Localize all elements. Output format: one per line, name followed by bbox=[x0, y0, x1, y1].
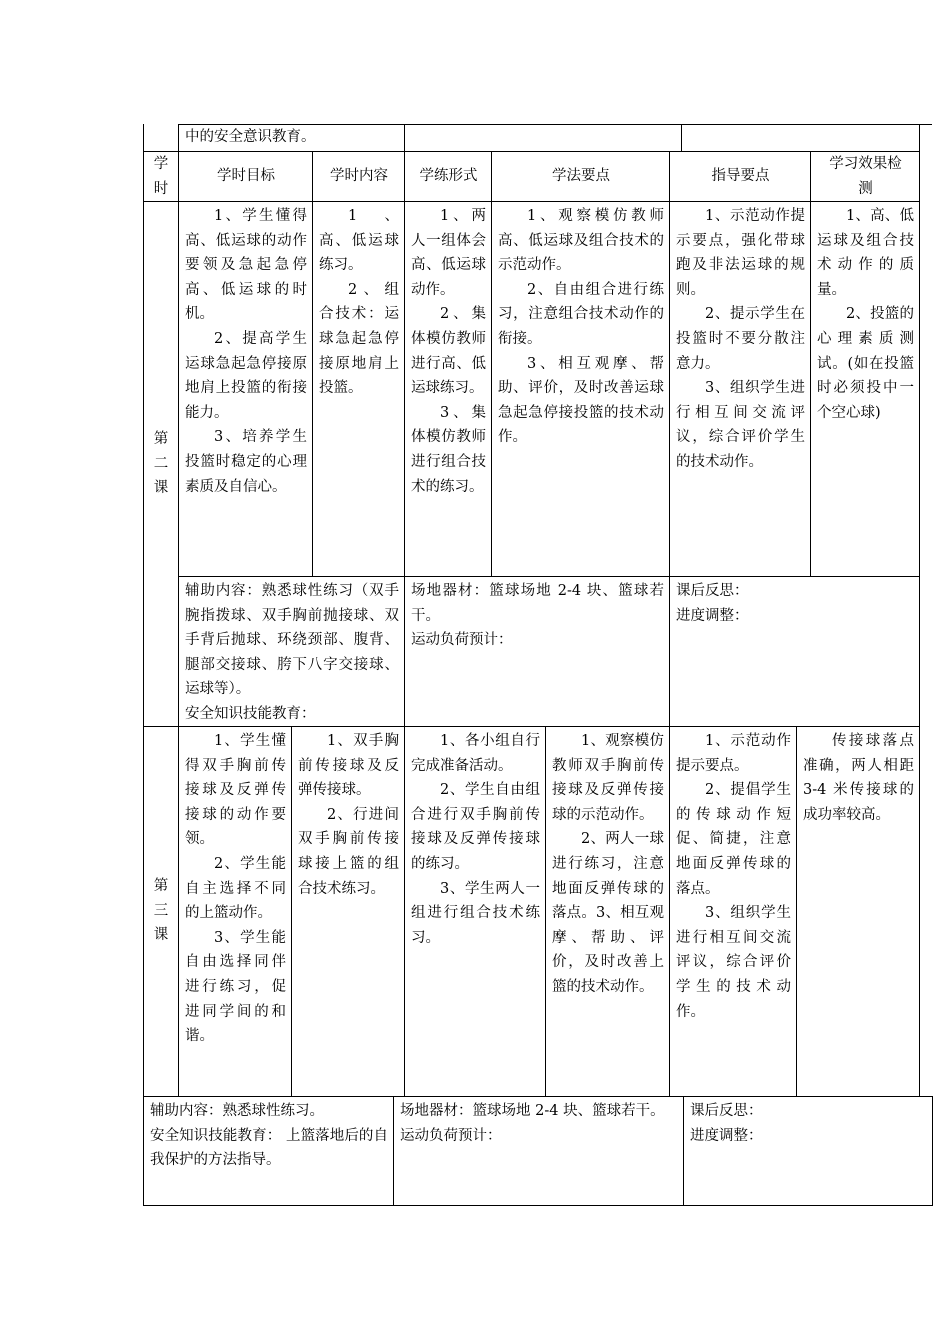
form-item: 3、集体模仿教师进行组合技术的练习。 bbox=[411, 404, 486, 495]
lesson2-reflect bbox=[670, 577, 919, 628]
goal-item: 2、学生能自主选择不同的上篮动作。 bbox=[185, 855, 286, 922]
header-guide: 指导要点 bbox=[711, 168, 770, 184]
lesson2-goals bbox=[179, 202, 312, 499]
reflect-item: 进度调整： bbox=[676, 607, 749, 624]
lesson2-venue bbox=[405, 577, 669, 653]
goal-item: 1、学生懂得双手胸前传接球及反弹传接球的动作要领。 bbox=[185, 733, 286, 848]
lesson2-content bbox=[313, 202, 404, 401]
header-text: 学习效果检 bbox=[829, 156, 902, 172]
label-char: 课 bbox=[153, 927, 169, 944]
venue-item: 运动负荷预计： bbox=[400, 1127, 502, 1144]
grid-line bbox=[681, 124, 682, 151]
aux-item: 安全知识技能教育： bbox=[185, 705, 316, 722]
lesson3-aux bbox=[144, 1097, 393, 1173]
lesson3-reflect bbox=[684, 1097, 932, 1148]
grid-line bbox=[920, 124, 932, 125]
method-item: 1、观察模仿教师双手胸前传接球及反弹传接球的示范动作。 bbox=[552, 733, 664, 823]
form-item: 2、集体模仿教师进行高、低运球练习。 bbox=[411, 306, 486, 397]
guide-item: 2、提倡学生的传球动作短促、简捷，注意地面反弹传球的落点。 bbox=[676, 782, 791, 897]
effect-item: 2、投篮的心理素质测试。(如在投篮时必须投中一个空心球) bbox=[817, 306, 914, 421]
label-char: 第 bbox=[153, 431, 169, 447]
top-row-line: 中的安全意识教育。 bbox=[185, 129, 316, 145]
method-item: 1、观察模仿教师高、低运球及组合技术的示范动作。 bbox=[498, 208, 664, 274]
lesson3-goals bbox=[179, 727, 291, 1049]
header-text: 时 bbox=[153, 180, 169, 197]
venue-item: 场地器材：篮球场地 2-4 块、篮球若干。 bbox=[400, 1103, 665, 1119]
header-goals: 学时目标 bbox=[217, 168, 275, 184]
lesson2-label bbox=[144, 427, 178, 501]
goal-item: 3、学生能自由选择同伴进行练习，促进同学间的和谐。 bbox=[185, 929, 286, 1045]
content-item: 1、双手胸前传接球及反弹传接球。 bbox=[298, 733, 399, 799]
label-char: 第 bbox=[153, 878, 169, 894]
label-char: 二 bbox=[153, 455, 169, 472]
lesson2-guide bbox=[670, 202, 810, 475]
guide-item: 1、示范动作提示要点。 bbox=[676, 733, 791, 774]
lesson2-form bbox=[405, 202, 491, 499]
grid-line bbox=[143, 124, 144, 1205]
reflect-item: 进度调整： bbox=[690, 1127, 763, 1144]
guide-item: 3、组织学生进行相互间交流评议，综合评价学生的技术动作。 bbox=[676, 380, 805, 470]
content-item: 1 、高、低运球练习。 bbox=[319, 208, 399, 274]
grid-line bbox=[932, 1096, 933, 1205]
aux-item: 安全知识技能教育： 上篮落地后的自我保护的方法指导。 bbox=[150, 1127, 388, 1169]
form-item: 1、两人一组体会高、低运球动作。 bbox=[411, 208, 486, 298]
lesson3-content bbox=[292, 727, 404, 901]
header-col-period bbox=[144, 152, 178, 201]
form-item: 2、学生自由组合进行双手胸前传接球及反弹传接球的练习。 bbox=[411, 782, 540, 872]
grid-line bbox=[143, 1205, 933, 1206]
form-item: 1、各小组自行完成准备活动。 bbox=[411, 733, 540, 774]
goal-item: 2、提高学生运球急起急停接原地肩上投篮的衔接能力。 bbox=[185, 330, 307, 421]
lesson3-form bbox=[405, 727, 545, 950]
grid-line bbox=[404, 124, 405, 151]
content-item: 2、行进间双手胸前传接球接上篮的组合技术练习。 bbox=[298, 806, 399, 897]
grid-line bbox=[919, 151, 920, 1096]
label-char: 课 bbox=[153, 480, 169, 497]
guide-item: 3、组织学生进行相互间交流评议，综合评价学生的技术动作。 bbox=[676, 905, 791, 1020]
grid-line bbox=[919, 124, 920, 151]
effect-item: 传接球落点准确，两人相距 3-4 米传接球的成功率较高。 bbox=[803, 733, 914, 823]
lesson3-venue bbox=[394, 1097, 683, 1148]
lesson2-effect bbox=[811, 202, 919, 425]
label-char: 三 bbox=[153, 902, 169, 919]
method-item: 2、自由组合进行练习，注意组合技术动作的衔接。 bbox=[498, 281, 664, 347]
guide-item: 2、提示学生在投篮时不要分散注意力。 bbox=[676, 306, 805, 372]
header-content: 学时内容 bbox=[330, 168, 388, 184]
lesson3-method bbox=[546, 727, 669, 1000]
guide-item: 1、示范动作提示要点，强化带球跑及非法运球的规则。 bbox=[676, 208, 805, 298]
method-item: 2、两人一球进行练习，注意地面反弹传球的落点。3、相互观摩、帮助、评价，及时改善上篮的技术动作。 bbox=[552, 831, 664, 995]
header-effect bbox=[811, 152, 919, 201]
venue-item: 场地器材：篮球场地 2-4 块、篮球若干。 bbox=[411, 583, 664, 624]
lesson2-aux bbox=[179, 577, 404, 727]
goal-item: 3、培养学生投篮时稳定的心理素质及自信心。 bbox=[185, 429, 307, 495]
aux-item: 辅助内容：熟悉球性练习（双手腕指拨球、双手胸前抛接球、双手背后抛球、环绕颈部、腹背、腿部交接球、胯下八字交接球、运球等）。 bbox=[185, 583, 399, 698]
form-item: 3、学生两人一组进行组合技术练习。 bbox=[411, 880, 540, 946]
content-item: 2、组合技术：运球急起急停接原地肩上投篮。 bbox=[319, 281, 399, 397]
venue-item: 运动负荷预计： bbox=[411, 632, 513, 649]
header-text: 学 bbox=[153, 156, 169, 172]
header-form: 学练形式 bbox=[419, 168, 478, 184]
reflect-item: 课后反思： bbox=[690, 1103, 763, 1119]
header-text: 测 bbox=[858, 180, 873, 197]
goal-item: 1、学生懂得高、低运球的动作要领及急起急停高、低运球的时机。 bbox=[185, 208, 307, 323]
reflect-item: 课后反思： bbox=[676, 583, 749, 599]
lesson3-effect bbox=[797, 727, 919, 827]
effect-item: 1、高、低运球及组合技术动作的质量。 bbox=[817, 208, 914, 298]
lesson2-method bbox=[492, 202, 669, 450]
method-item: 3、相互观摩、帮助、评价，及时改善运球急起急停接投篮的技术动作。 bbox=[498, 355, 664, 446]
aux-item: 辅助内容：熟悉球性练习。 bbox=[150, 1103, 324, 1119]
top-row-text bbox=[179, 124, 404, 151]
header-method: 学法要点 bbox=[552, 168, 610, 184]
lesson3-label bbox=[144, 874, 178, 948]
lesson3-guide bbox=[670, 727, 796, 1024]
